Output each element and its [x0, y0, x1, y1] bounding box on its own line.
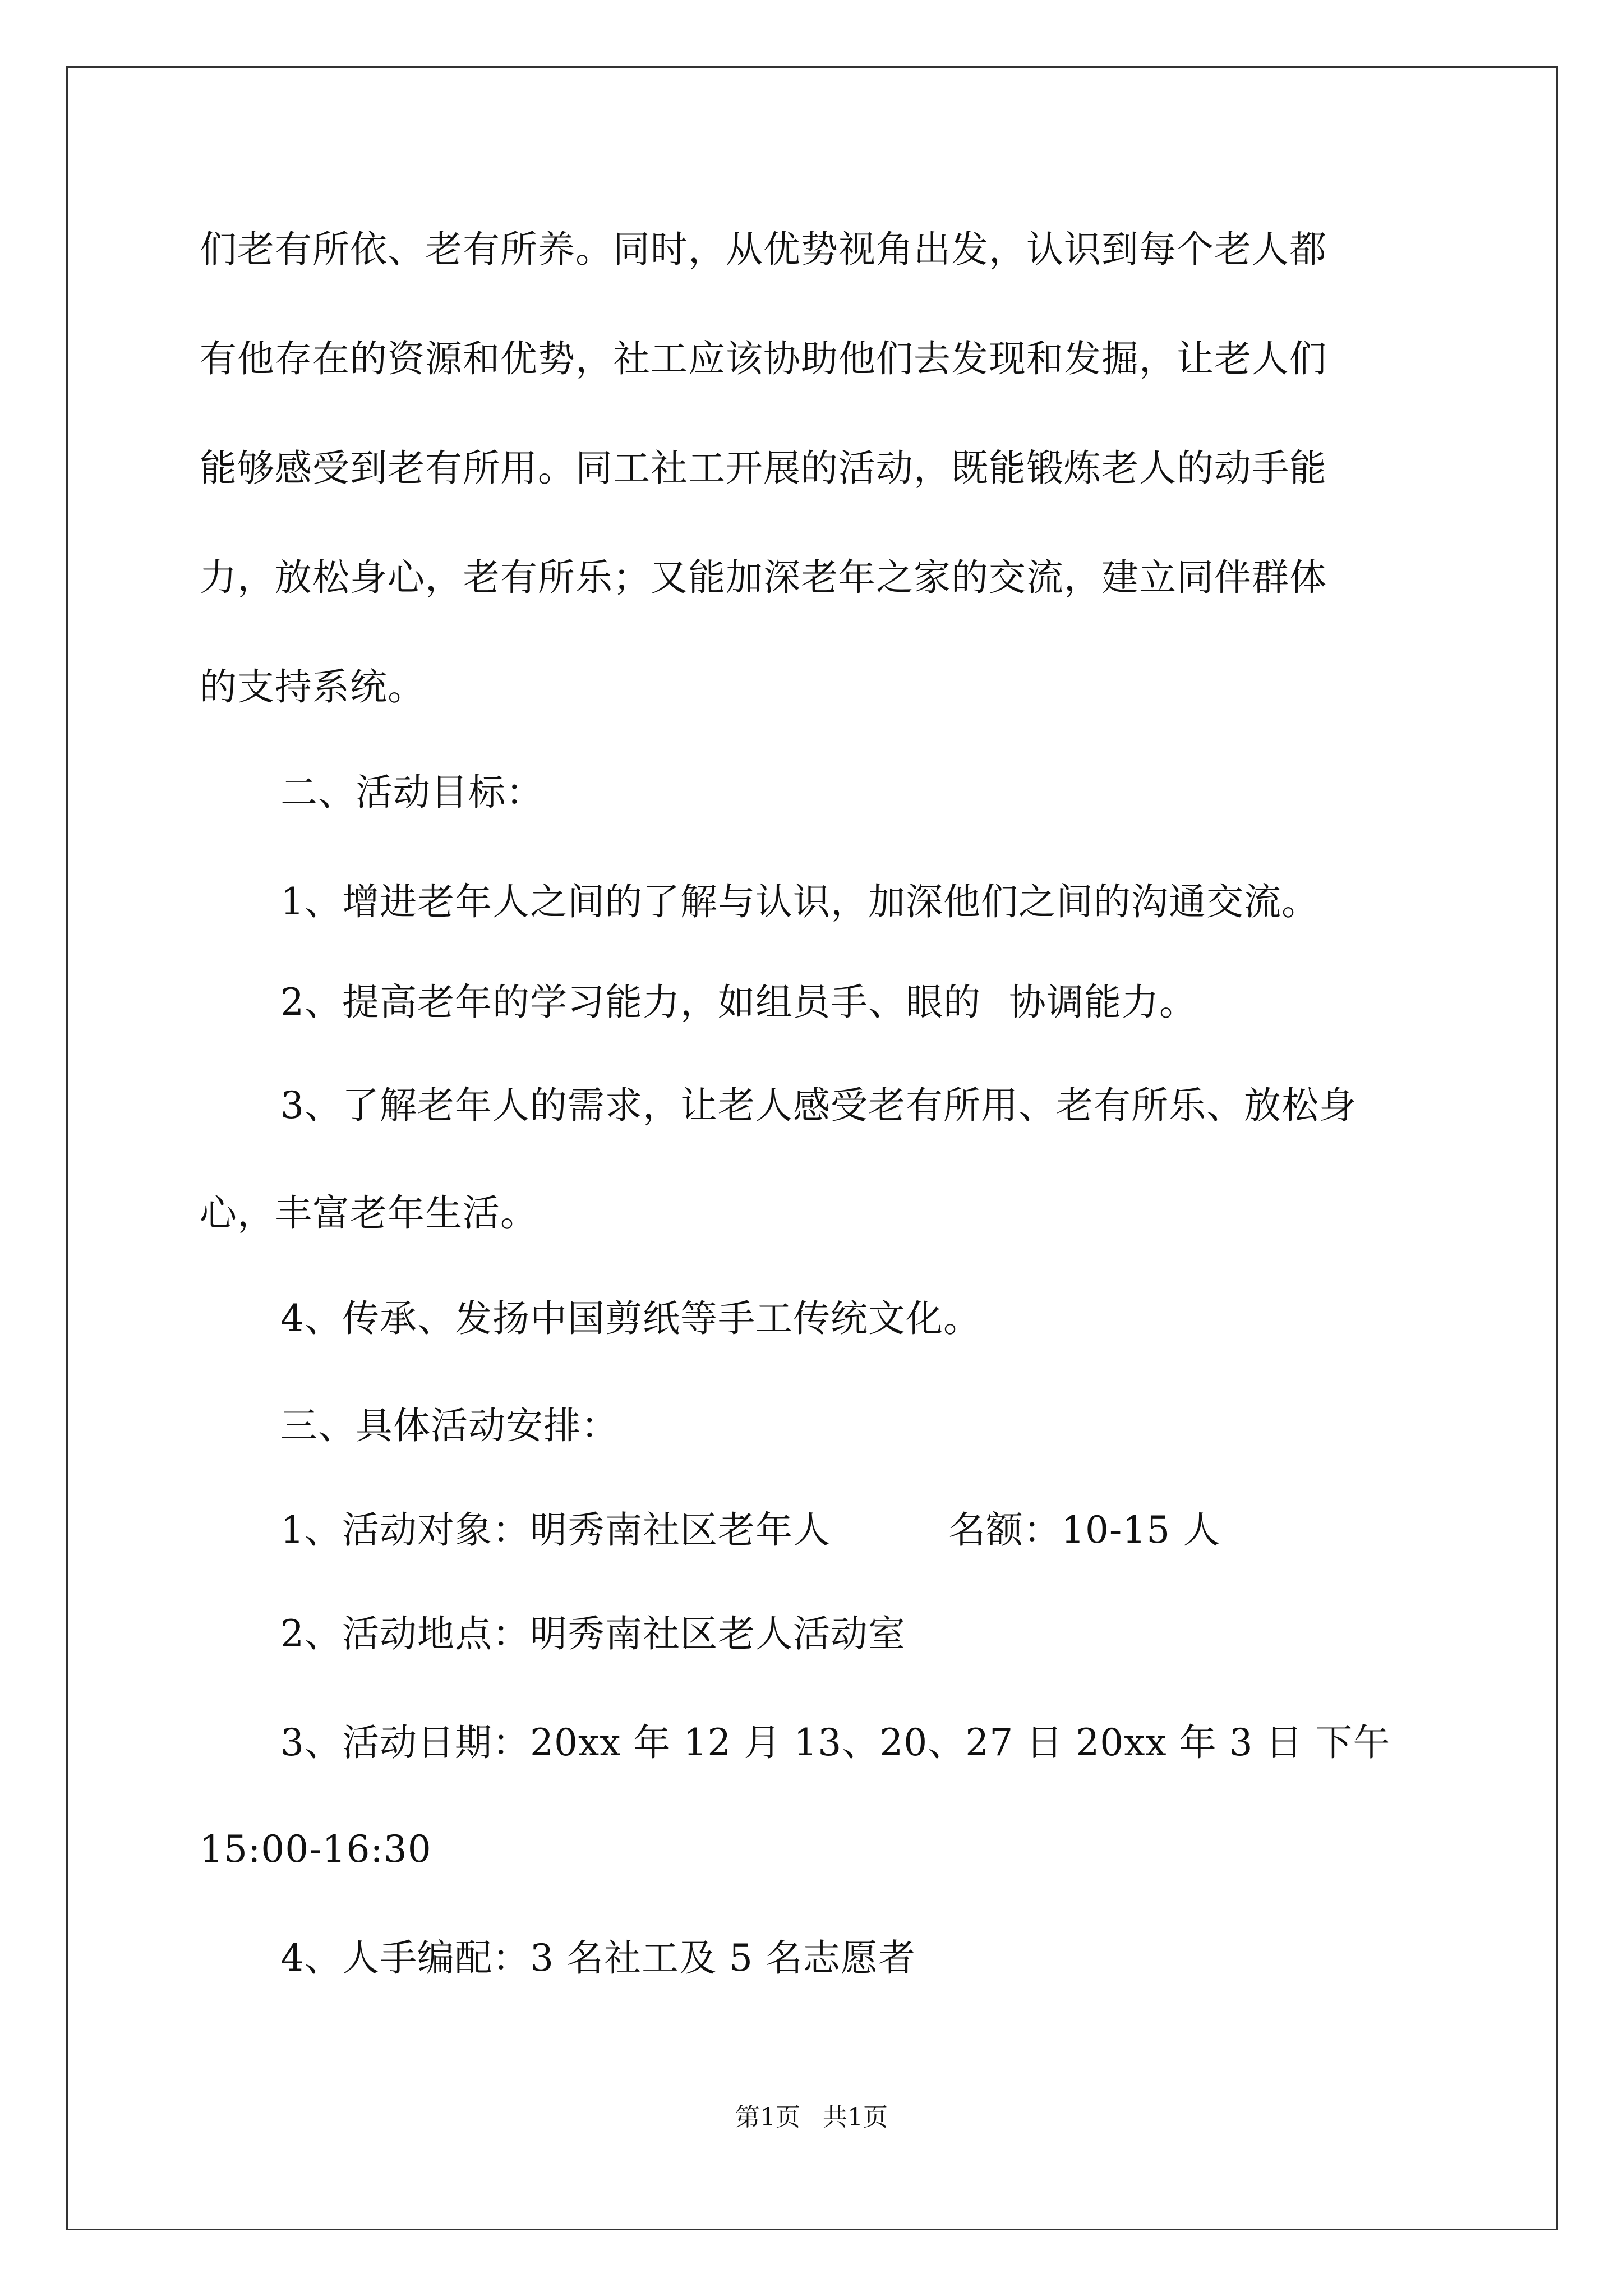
goal-item-3: 3、了解老年人的需求，让老人感受老有所用、老有所乐、放松身: [280, 1084, 1357, 1127]
goal-item-1: 1、增进老年人之间的了解与认识，加深他们之间的沟通交流。: [280, 880, 1319, 923]
page-border: [66, 66, 1558, 2230]
goal-item-4: 4、传承、发扬中国剪纸等手工传统文化。: [280, 1297, 981, 1340]
arrangement-quota: 名额：10-15 人: [948, 1508, 1221, 1552]
paragraph-line-4: 力，放松身心，老有所乐；又能加深老年之家的交流，建立同伴群体: [200, 556, 1327, 599]
goal-item-2: [280, 977, 1197, 1028]
paragraph-line-1: 们老有所依、老有所养。同时，从优势视角出发，认识到每个老人都: [200, 228, 1327, 271]
arrangement-location: 2、活动地点：明秀南社区老人活动室: [280, 1612, 906, 1655]
arrangement-target-text: 1、活动对象：明秀南社区老年人: [280, 1508, 831, 1552]
goal-item-3-continuation: 心，丰富老年生活。: [200, 1191, 538, 1235]
goal-item-2-part-1: 2、提高老年的学习能力，如组员手、眼的: [280, 981, 981, 1024]
arrangement-date: 3、活动日期：20xx 年 12 月 13、20、27 日 20xx 年 3 日 下午: [280, 1721, 1391, 1764]
paragraph-line-3: 能够感受到老有所用。同工社工开展的活动，既能锻炼老人的动手能: [200, 447, 1327, 490]
section-heading-goals: 二、活动目标：: [280, 771, 543, 814]
paragraph-line-5: 的支持系统。: [200, 665, 425, 708]
arrangement-date-time: 15:00-16:30: [200, 1828, 432, 1871]
arrangement-target: [280, 1505, 1220, 1556]
page-footer: [0, 2101, 1623, 2134]
arrangement-staffing: 4、人手编配：3 名社工及 5 名志愿者: [280, 1936, 916, 1980]
section-heading-arrangements: 三、具体活动安排：: [280, 1404, 619, 1447]
page-number-total: 共1页: [823, 2103, 888, 2132]
goal-item-2-part-2: 协调能力。: [1009, 981, 1197, 1024]
page-number-current: 第1页: [735, 2103, 800, 2132]
paragraph-line-2: 有他存在的资源和优势，社工应该协助他们去发现和发掘，让老人们: [200, 337, 1327, 380]
